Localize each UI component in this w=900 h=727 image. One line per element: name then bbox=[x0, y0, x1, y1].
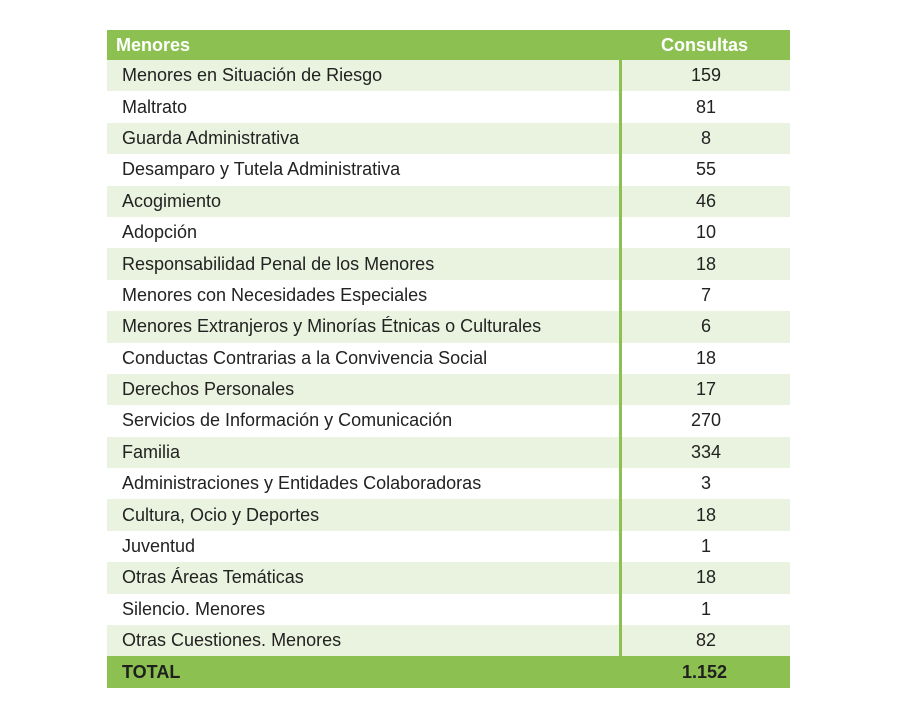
table-row bbox=[107, 248, 790, 279]
row-value: 270 bbox=[619, 405, 790, 436]
row-value: 7 bbox=[619, 280, 790, 311]
column-header-menores: Menores bbox=[116, 34, 191, 55]
row-label: Adopción bbox=[122, 222, 198, 243]
row-label: Responsabilidad Penal de los Menores bbox=[122, 253, 435, 274]
row-label: Menores en Situación de Riesgo bbox=[122, 65, 383, 86]
row-value: 1 bbox=[619, 594, 790, 625]
row-value: 55 bbox=[619, 154, 790, 185]
table-row bbox=[107, 91, 790, 122]
row-value: 18 bbox=[619, 248, 790, 279]
column-header-consultas: Consultas bbox=[660, 34, 748, 55]
row-label: Derechos Personales bbox=[122, 379, 295, 400]
row-label: Acogimiento bbox=[122, 190, 222, 211]
row-label: Familia bbox=[122, 441, 181, 462]
row-value: 1 bbox=[619, 531, 790, 562]
row-value: 46 bbox=[619, 186, 790, 217]
row-label: Guarda Administrativa bbox=[122, 127, 300, 148]
table-row bbox=[107, 405, 790, 436]
table-row bbox=[107, 499, 790, 530]
row-value: 81 bbox=[619, 91, 790, 122]
total-value: 1.152 bbox=[681, 661, 728, 682]
row-value: 334 bbox=[619, 437, 790, 468]
row-value: 10 bbox=[619, 217, 790, 248]
row-value: 17 bbox=[619, 374, 790, 405]
table-row bbox=[107, 280, 790, 311]
row-value: 18 bbox=[619, 343, 790, 374]
row-value: 82 bbox=[619, 625, 790, 656]
row-label: Juventud bbox=[122, 536, 196, 557]
table-row bbox=[107, 217, 790, 248]
row-label: Servicios de Información y Comunicación bbox=[122, 410, 453, 431]
row-value: 18 bbox=[619, 562, 790, 593]
table-header-row bbox=[107, 30, 790, 60]
consultas-table bbox=[107, 30, 790, 688]
row-label: Desamparo y Tutela Administrativa bbox=[122, 159, 401, 180]
row-value: 6 bbox=[619, 311, 790, 342]
table-row bbox=[107, 311, 790, 342]
row-value: 18 bbox=[619, 499, 790, 530]
row-label: Menores Extranjeros y Minorías Étnicas o Culturales bbox=[122, 316, 542, 337]
table-row bbox=[107, 594, 790, 625]
table-row bbox=[107, 154, 790, 185]
row-label: Administraciones y Entidades Colaboradoras bbox=[122, 473, 482, 494]
row-label: Otras Cuestiones. Menores bbox=[122, 630, 342, 651]
table-row bbox=[107, 531, 790, 562]
total-label: TOTAL bbox=[122, 661, 181, 682]
table-row bbox=[107, 437, 790, 468]
row-value: 159 bbox=[619, 60, 790, 91]
table-total-row bbox=[107, 656, 790, 688]
table-row bbox=[107, 60, 790, 91]
row-label: Otras Áreas Temáticas bbox=[122, 567, 304, 588]
table-row bbox=[107, 186, 790, 217]
table-row bbox=[107, 374, 790, 405]
table-row bbox=[107, 625, 790, 656]
row-label: Silencio. Menores bbox=[122, 598, 266, 619]
row-label: Maltrato bbox=[122, 96, 188, 117]
table-row bbox=[107, 468, 790, 499]
row-label: Cultura, Ocio y Deportes bbox=[122, 504, 320, 525]
table-row bbox=[107, 562, 790, 593]
row-label: Conductas Contrarias a la Convivencia Social bbox=[122, 347, 488, 368]
row-value: 3 bbox=[619, 468, 790, 499]
table-row bbox=[107, 123, 790, 154]
table-row bbox=[107, 343, 790, 374]
row-value: 8 bbox=[619, 123, 790, 154]
row-label: Menores con Necesidades Especiales bbox=[122, 284, 428, 305]
